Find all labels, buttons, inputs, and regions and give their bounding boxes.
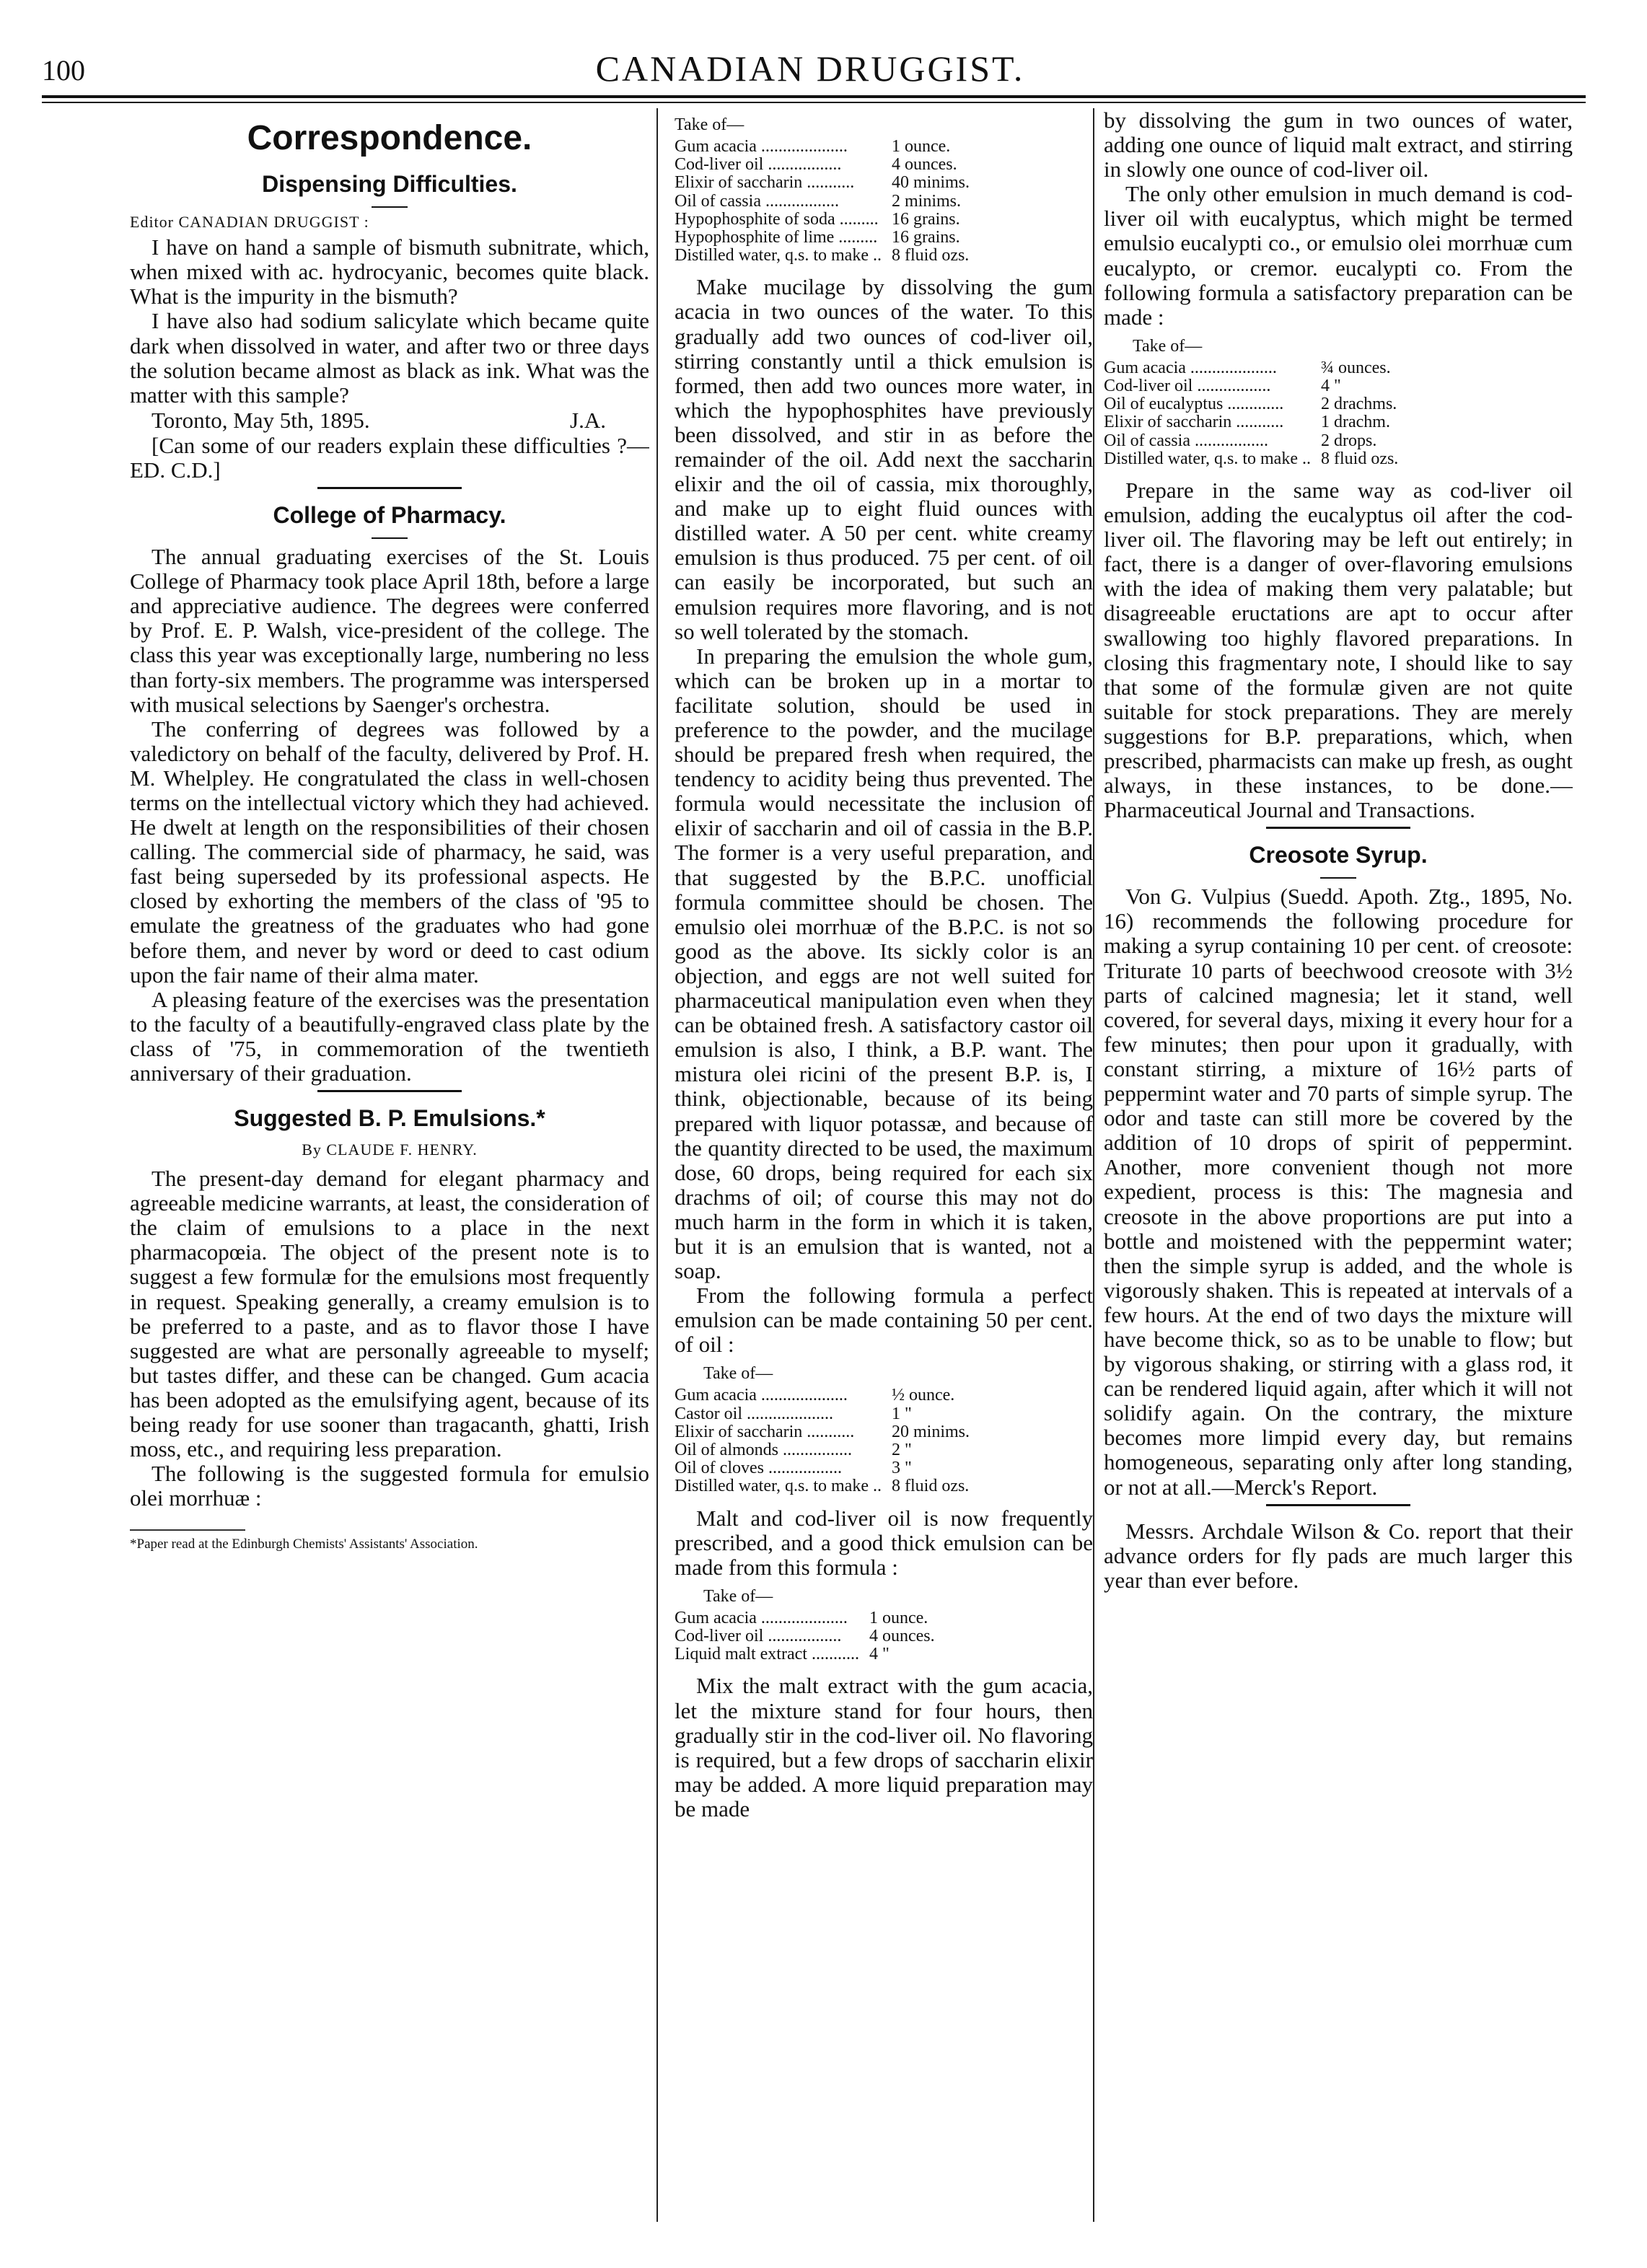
ingredient-name: Oil of eucalyptus .............	[1104, 395, 1284, 414]
article-title-college: College of Pharmacy.	[273, 502, 506, 529]
ingredient-name: Oil of cassia .................	[1104, 431, 1268, 450]
ingredient-name: Gum acacia ....................	[1104, 358, 1277, 377]
recipe-table-4	[1104, 359, 1398, 468]
ingredient-quantity: 2 minims.	[891, 191, 961, 211]
divider	[317, 1090, 462, 1092]
ingredient-quantity: 16 grains.	[891, 227, 960, 247]
ingredient-name: Gum acacia ....................	[675, 1386, 848, 1405]
ingredient-name: Oil of cassia .................	[675, 191, 839, 211]
paragraph: The conferring of degrees was followed by a valedictory on behalf of the faculty, delivered by Prof. H. M. Whelpley. He congratulated the class in well-chosen terms on the intellectual victory which they had achieved. He dwelt at length on the responsibilities of their chosen calling. The commercial side of pharmacy, he said, was fast being superseded by its professional aspects. He closed by exhorting the members of the class of '95 to emulate the greatness of the graduates who had gone before them, and never by word or deed to cast odium upon the fair name of their alma mater.	[130, 716, 649, 988]
recipe-row	[1104, 359, 1398, 377]
recipe-row	[675, 229, 970, 247]
section-title: Correspondence.	[247, 119, 532, 157]
divider	[372, 537, 408, 539]
column-divider	[656, 108, 658, 2222]
paragraph: I have also had sodium salicylate which became quite dark when dissolved in water, and after two or three days the solution became almost as black as ink. What was the matter with this sample?	[130, 308, 649, 408]
ingredient-name: Distilled water, q.s. to make ..	[675, 246, 882, 265]
recipe-row	[675, 1477, 970, 1495]
recipe-table-3	[675, 1609, 935, 1664]
paragraph: Mix the malt extract with the gum acacia, let the mixture stand for four hours, then gradually stir in the cod-liver oil. No flavoring is required, but a few drops of saccharin elixir may be added. A more liquid preparation may be made	[675, 1673, 1093, 1821]
ingredient-quantity: 20 minims.	[891, 1422, 970, 1441]
ingredient-name: Distilled water, q.s. to make ..	[1104, 449, 1311, 468]
recipe-row	[675, 138, 970, 156]
ingredient-quantity: 2 "	[891, 1441, 912, 1459]
ingredient-name: Cod-liver oil .................	[1104, 377, 1271, 396]
divider	[317, 487, 462, 489]
recipe-table-1	[675, 138, 970, 265]
editor-note: [Can some of our readers explain these difficulties ?—ED. C.D.]	[130, 432, 649, 483]
paragraph: I have on hand a sample of bismuth subnitrate, which, when mixed with ac. hydrocyanic, becomes quite black. What is the impurity in the bismuth?	[130, 234, 649, 309]
recipe-row	[675, 174, 970, 192]
ingredient-quantity: 1 "	[891, 1404, 912, 1423]
recipe-row	[1104, 377, 1398, 395]
paragraph: The annual graduating exercises of the St. Louis College of Pharmacy took place April 18th, before a large and appreciative audience. The degrees were conferred by Prof. E. P. Walsh, vice-president of the college. The class this year was exceptionally large, numbering no less than forty-six members. The programme was interspersed with musical selections by Saenger's orchestra.	[130, 544, 649, 717]
footnote-text: *Paper read at the Edinburgh Chemists' Assistants' Association.	[130, 1537, 478, 1552]
ingredient-name: Gum acacia ....................	[675, 137, 848, 156]
ingredient-quantity: 2 drachms.	[1320, 395, 1397, 414]
recipe-row	[675, 1645, 935, 1663]
paragraph: Prepare in the same way as cod-liver oil emulsion, adding the eucalyptus oil after the cod-liver oil. The flavoring may be left out entirely; in fact, there is a danger of over-flavoring emulsions with the idea of making them very palatable; but disagreeable eructations are apt to occur after swallowing too highly flavored preparations. In closing this fragmentary note, I should like to say that some of the formulæ given are not quite suitable for stock preparations. They are merely suggestions for B.P. preparations, which, when prescribed, pharmacists can make up fresh, as ought always, in these instances, to be done.—Pharmaceutical Journal and Transactions.	[1104, 477, 1573, 823]
ingredient-quantity: 1 ounce.	[891, 137, 951, 156]
recipe-row	[675, 1423, 970, 1441]
recipe-row	[1104, 395, 1398, 413]
ingredient-quantity: 3 "	[891, 1459, 912, 1478]
column-divider	[1093, 108, 1094, 2222]
divider	[1266, 827, 1410, 829]
ingredient-name: Gum acacia ....................	[675, 1608, 848, 1627]
signature-place: Toronto, May 5th, 1895.	[151, 407, 370, 433]
recipe-row	[1104, 432, 1398, 450]
page-number: 100	[42, 54, 85, 87]
header-rule	[42, 95, 1586, 98]
paragraph: Make mucilage by dissolving the gum acacia in two ounces of the water. To this gradually add two ounces of cod-liver oil, stirring constantly until a thick emulsion is formed, then add two ounces more water, in which the hypophosphites have previously been dissolved, and stir in as before the remainder of the oil. Add next the saccharin elixir and the oil of cassia, mix thoroughly, and make up to eight fluid ounces with distilled water. A 50 per cent. white creamy emulsion is thus produced. 75 per cent. of oil can easily be incorporated, but such an emulsion requires more flavoring, and is not so well tolerated by the stomach.	[675, 274, 1093, 644]
ingredient-name: Hypophosphite of lime .........	[675, 227, 878, 247]
paragraph: Malt and cod-liver oil is now frequently prescribed, and a good thick emulsion can be made from this formula :	[675, 1505, 1093, 1580]
ingredient-quantity: 8 fluid ozs.	[891, 1477, 970, 1496]
recipe-row	[675, 1627, 935, 1645]
article-title-creosote: Creosote Syrup.	[1249, 842, 1428, 869]
ingredient-name: Cod-liver oil .................	[675, 1627, 842, 1646]
ingredient-name: Castor oil ....................	[675, 1404, 833, 1423]
article-title-dispensing: Dispensing Difficulties.	[262, 171, 517, 197]
signature-line	[130, 408, 649, 434]
paragraph: Messrs. Archdale Wilson & Co. report that their advance orders for fly pads are much larger this year than ever before.	[1104, 1518, 1573, 1593]
ingredient-quantity: ¾ ounces.	[1320, 358, 1391, 377]
paragraph: The following is the suggested formula for emulsio olei morrhuæ :	[130, 1461, 649, 1511]
paragraph: From the following formula a perfect emulsion can be made containing 50 per cent. of oil :	[675, 1283, 1093, 1358]
paragraph: In preparing the emulsion the whole gum, which can be broken up in a mortar to facilitate solution, should be used in preference to the powder, and the mucilage should be prepared fresh when required, the tendency to acidity being thus prevented. The formula would necessitate the inclusion of elixir of saccharin and oil of cassia in the B.P. The former is a very useful preparation, and that suggested by the B.P.C. unofficial formula committee should be chosen. The emulsio olei morrhuæ of the B.P.C. is not so good as the above. Its sickly color is an objection, and eggs are not well suited for pharmaceutical manipulation even when they can be obtained fresh. A satisfactory castor oil emulsion is also, I think, a B.P. want. The mistura olei ricini of the present B.P. is, I think, objectionable, because of its being prepared with liquor potassæ, and because of the quantity directed to be used, the maximum dose, 60 drops, being required for each six drachms of oil; of course this may not do much harm in the form in which it is taken, but it is an emulsion that is wanted, not a soap.	[675, 643, 1093, 1284]
paragraph: by dissolving the gum in two ounces of water, adding one ounce of liquid malt extract, and stirring in slowly one ounce of cod-liver oil.	[1104, 108, 1573, 183]
recipe-row	[675, 1609, 935, 1627]
ingredient-name: Liquid malt extract ...........	[675, 1645, 859, 1664]
recipe-row	[675, 1459, 970, 1477]
ingredient-quantity: 8 fluid ozs.	[1320, 449, 1399, 468]
paragraph: The only other emulsion in much demand is cod-liver oil with eucalyptus, which might be termed emulsio eucalypti co., or emulsio olei morrhuæ cum eucalypto, or cremor. eucalypti co. From the following formula a satisfactory preparation can be made :	[1104, 181, 1573, 330]
paragraph: A pleasing feature of the exercises was the presentation to the faculty of a beautifully-engraved class plate by the class of '75, in commemoration of the twentieth anniversary of their graduation.	[130, 986, 649, 1086]
ingredient-name: Elixir of saccharin ...........	[675, 1422, 855, 1441]
ingredient-quantity: 4 "	[1320, 377, 1341, 396]
header-rule-thin	[42, 102, 1586, 103]
recipe-row	[675, 1441, 970, 1459]
ingredient-name: Cod-liver oil .................	[675, 155, 842, 175]
byline: By CLAUDE F. HENRY.	[302, 1140, 478, 1159]
take-of-label: Take of—	[1133, 336, 1203, 356]
take-of-label: Take of—	[703, 1586, 773, 1606]
divider	[1320, 877, 1356, 879]
recipe-row	[675, 247, 970, 265]
ingredient-quantity: 16 grains.	[891, 209, 960, 229]
recipe-row	[675, 193, 970, 211]
divider	[1266, 1504, 1410, 1506]
journal-title: CANADIAN DRUGGIST.	[595, 48, 1025, 89]
recipe-row	[675, 1405, 970, 1423]
paragraph: The present-day demand for elegant pharmacy and agreeable medicine warrants, at least, the consideration of the claim of emulsions to a place in the next pharmacopœia. The object of the present note is to suggest a few formulæ for the emulsions most frequently in request. Speaking generally, a creamy emulsion is to be preferred to a paste, and as to flavor those I have suggested are what are personally agreeable to myself; but tastes differ, and these can be changed. Gum acacia has been adopted as the emulsifying agent, because of its being ready for use sooner than tragacanth, ghatti, Irish moss, etc., and requiring less preparation.	[130, 1166, 649, 1462]
ingredient-name: Hypophosphite of soda .........	[675, 209, 879, 229]
recipe-row	[1104, 450, 1398, 468]
column-left	[130, 108, 649, 2243]
ingredient-name: Oil of almonds ................	[675, 1441, 852, 1459]
ingredient-quantity: ½ ounce.	[891, 1386, 955, 1405]
ingredient-quantity: 2 drops.	[1320, 431, 1377, 450]
footnote	[130, 1529, 478, 1553]
addressee: Editor CANADIAN DRUGGIST :	[130, 213, 369, 231]
recipe-row	[675, 211, 970, 229]
recipe-row	[675, 1386, 970, 1405]
ingredient-name: Oil of cloves .................	[675, 1459, 842, 1478]
column-right	[1104, 108, 1573, 2243]
ingredient-quantity: 4 ounces.	[891, 155, 957, 175]
column-middle	[675, 108, 1093, 2243]
divider	[372, 206, 408, 208]
ingredient-quantity: 40 minims.	[891, 173, 970, 193]
ingredient-quantity: 8 fluid ozs.	[891, 246, 970, 265]
take-of-label: Take of—	[703, 1364, 773, 1384]
ingredient-name: Elixir of saccharin ...........	[675, 173, 855, 193]
take-of-label: Take of—	[675, 115, 745, 134]
article-title-emulsions: Suggested B. P. Emulsions.*	[234, 1105, 545, 1132]
ingredient-quantity: 1 drachm.	[1320, 413, 1390, 432]
running-head	[42, 43, 1578, 101]
paragraph: Von G. Vulpius (Suedd. Apoth. Ztg., 1895, No. 16) recommends the following procedure for making a syrup containing 10 per cent. of creosote: Triturate 10 parts of beechwood creosote with 3½ parts of calcined magnesia; let it stand, well covered, for several days, mixing it every hour for a few minutes; then pour upon it gradually, with constant stirring, a mixture of 16½ parts of peppermint water and 70 parts of simple syrup. The odor and taste can still more be covered by the addition of 10 drops of spirit of peppermint. Another, more convenient though not more expedient, process is this: The magnesia and creosote in the above proportions are put into a bottle and moistened with the peppermint water; then the simple syrup is added, and the whole is vigorously shaken. This is repeated at intervals of a few hours. At the end of two days the mixture will have become thick, so as to be unable to flow; but by vigorous shaking, or stirring with a glass rod, it can be rendered liquid again, after which it will not solidify again. On the contrary, the mixture becomes more limpid every day, but remains homogeneous, separating only after long standing, or not at all.—Merck's Report.	[1104, 884, 1573, 1500]
recipe-table-2	[675, 1386, 970, 1495]
ingredient-quantity: 1 ounce.	[869, 1608, 928, 1627]
recipe-row	[675, 156, 970, 174]
signature-initials: J.A.	[570, 407, 606, 433]
ingredient-name: Distilled water, q.s. to make ..	[675, 1477, 882, 1496]
ingredient-quantity: 4 ounces.	[869, 1627, 935, 1646]
ingredient-quantity: 4 "	[869, 1645, 890, 1664]
recipe-row	[1104, 413, 1398, 431]
ingredient-name: Elixir of saccharin ...........	[1104, 413, 1284, 432]
